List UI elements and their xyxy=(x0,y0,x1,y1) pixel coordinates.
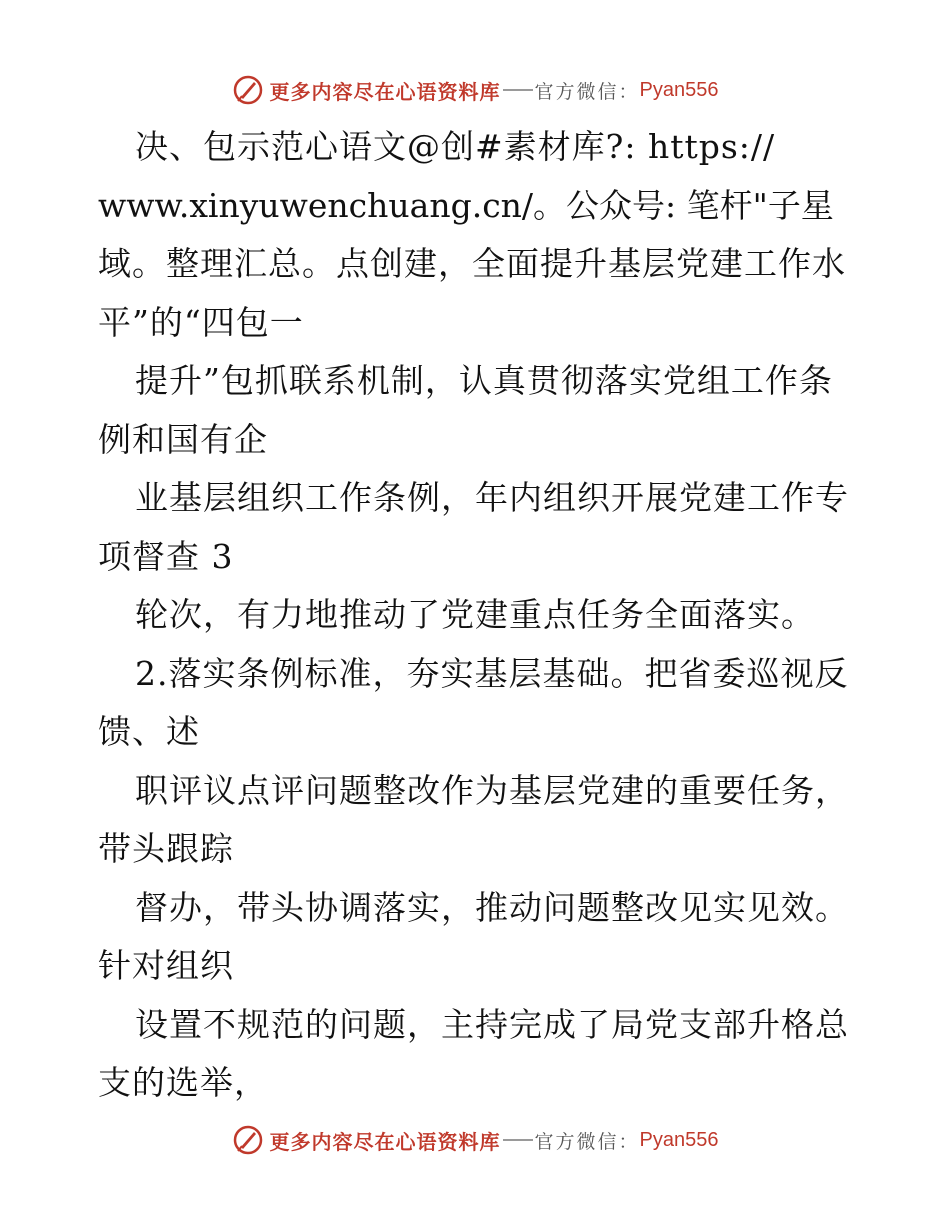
text-line: 项督查 3 xyxy=(98,536,234,576)
text-line: 提升”包抓联系机制，认真贯彻落实党组工作条 xyxy=(135,361,833,400)
text-line: 2.落实条例标准，夯实基层基础。把省委巡视反 xyxy=(135,653,849,693)
text-line: 针对组织 xyxy=(98,946,234,985)
footer-dash xyxy=(503,1139,533,1141)
text-line: 职评议点评问题整改作为基层党建的重要任务， xyxy=(135,770,849,810)
text-line: 平”的“四包一 xyxy=(98,302,304,342)
quill-logo-icon xyxy=(232,74,264,106)
footer-site-name: 更多内容尽在心语资料库 xyxy=(269,1129,501,1154)
text-line: 例和国有企 xyxy=(98,419,268,459)
header-official-label: 官方微信： xyxy=(534,80,640,103)
text-line: 业基层组织工作条例，年内组织开展党建工作专 xyxy=(135,478,849,517)
text-line: 决、包示范心语文@创#素材库?: https:// xyxy=(135,127,776,166)
header-dash xyxy=(503,89,533,91)
text-line: 馈、述 xyxy=(98,712,200,751)
text-line: 带头跟踪 xyxy=(98,829,234,868)
header-site-name: 更多内容尽在心语资料库 xyxy=(269,79,501,104)
text-line: 支的选举， xyxy=(98,1063,268,1102)
quill-logo-icon xyxy=(232,1124,264,1156)
text-line: 督办，带头协调落实，推动问题整改见实见效。 xyxy=(135,887,849,927)
document-body xyxy=(98,118,858,1113)
text-line: 轮次，有力地推动了党建重点任务全面落实。 xyxy=(135,595,815,634)
text-line: www.xinyuwenchuang.cn/。公众号: 笔杆"子星 xyxy=(98,185,834,225)
header-handle: Pyan556 xyxy=(639,78,719,101)
footer-banner xyxy=(0,1118,950,1162)
footer-official-label: 官方微信： xyxy=(534,1130,640,1153)
header-banner xyxy=(0,68,950,112)
footer-handle: Pyan556 xyxy=(639,1128,719,1151)
text-line: 域。整理汇总。点创建，全面提升基层党建工作水 xyxy=(98,244,846,283)
text-line: 设置不规范的问题，主持完成了局党支部升格总 xyxy=(135,1004,849,1044)
